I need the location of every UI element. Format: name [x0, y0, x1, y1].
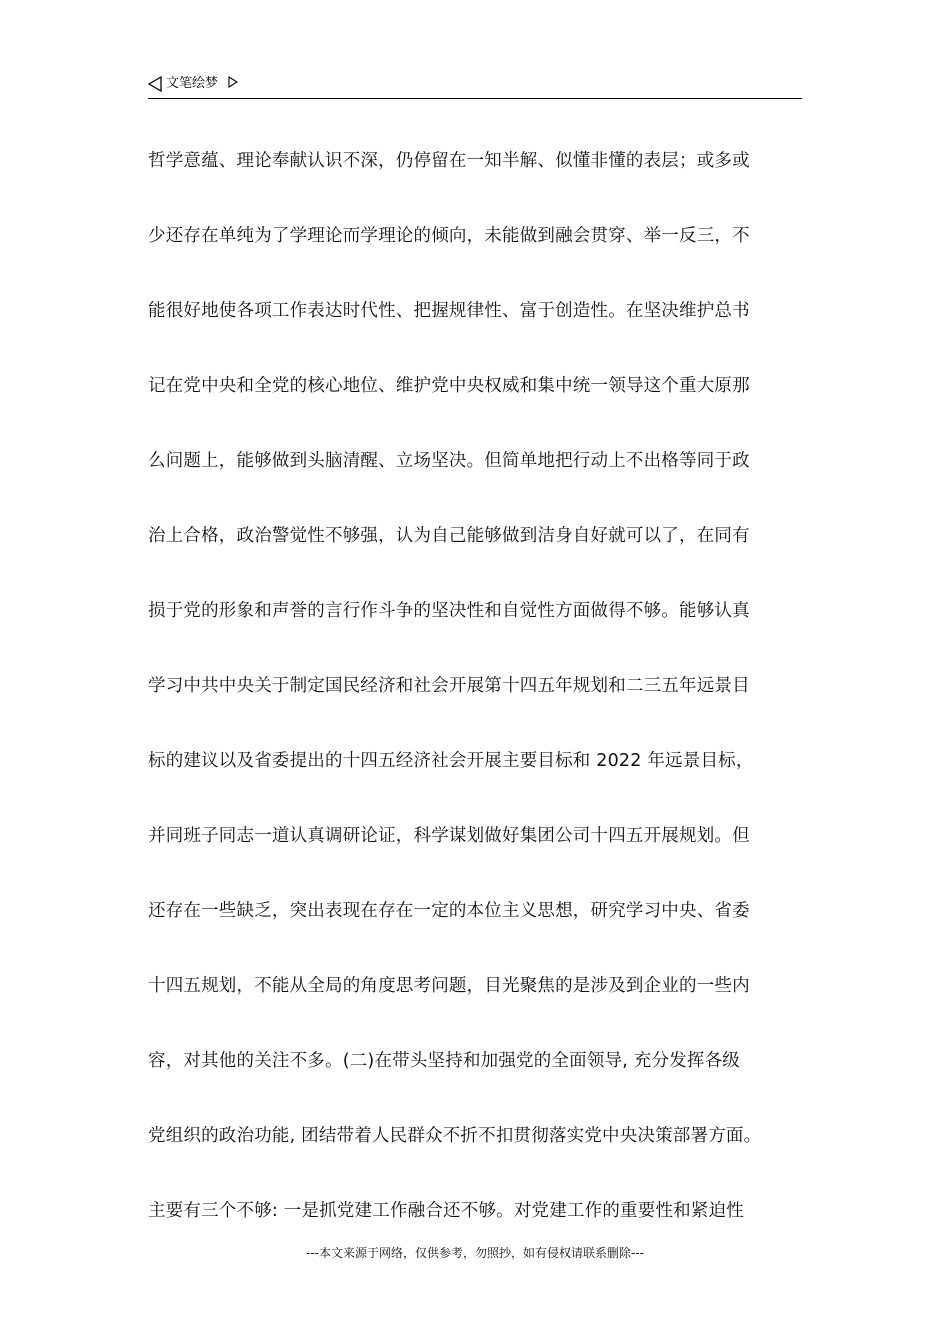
body-line: 还存在一些缺乏，突出表现在存在一定的本位主义思想，研究学习中央、省委 [148, 901, 750, 921]
body-line: 主要有三个不够: 一是抓党建工作融合还不够。对党建工作的重要性和紧迫性 [148, 1201, 744, 1221]
page-header [148, 74, 802, 99]
document-body [148, 124, 808, 1249]
body-line: 十四五规划，不能从全局的角度思考问题，目光聚焦的是涉及到企业的一些内 [148, 976, 750, 996]
body-line: 治上合格，政治警觉性不够强，认为自己能够做到洁身自好就可以了，在同有 [148, 526, 750, 546]
body-line: 记在党中央和全党的核心地位、维护党中央权威和集中统一领导这个重大原那 [148, 376, 750, 396]
body-line: 党组织的政治功能, 团结带着人民群众不折不扣贯彻落实党中央决策部署方面。 [148, 1126, 762, 1146]
body-line: 么问题上，能够做到头脑清醒、立场坚决。但简单地把行动上不出格等同于政 [148, 451, 750, 471]
body-line: 学习中共中央关于制定国民经济和社会开展第十四五年规划和二三五年远景目 [148, 676, 750, 696]
body-line: 标的建议以及省委提出的十四五经济社会开展主要目标和 2022 年远景目标， [148, 751, 754, 771]
body-line: 容，对其他的关注不多。(二)在带头坚持和加强党的全面领导, 充分发挥各级 [148, 1051, 740, 1071]
body-line: 能很好地使各项工作表达时代性、把握规律性、富于创造性。在坚决维护总书 [148, 301, 750, 321]
body-line: 少还存在单纯为了学理论而学理论的倾向，未能做到融会贯穿、举一反三，不 [148, 226, 750, 246]
page-footer: ---本文来源于网络，仅供参考，勿照抄，如有侵权请联系删除--- [306, 1246, 644, 1260]
body-line: 并同班子同志一道认真调研论证，科学谋划做好集团公司十四五开展规划。但 [148, 826, 750, 846]
header-row [148, 74, 238, 94]
header-title: 文笔绘梦 [166, 76, 219, 91]
body-line: 损于党的形象和声誉的言行作斗争的坚决性和自觉性方面做得不够。能够认真 [148, 601, 750, 621]
triangle-left-icon [148, 76, 162, 92]
triangle-right-icon [228, 76, 238, 88]
body-line: 哲学意蕴、理论奉献认识不深，仍停留在一知半解、似懂非懂的表层；或多或 [148, 151, 750, 171]
